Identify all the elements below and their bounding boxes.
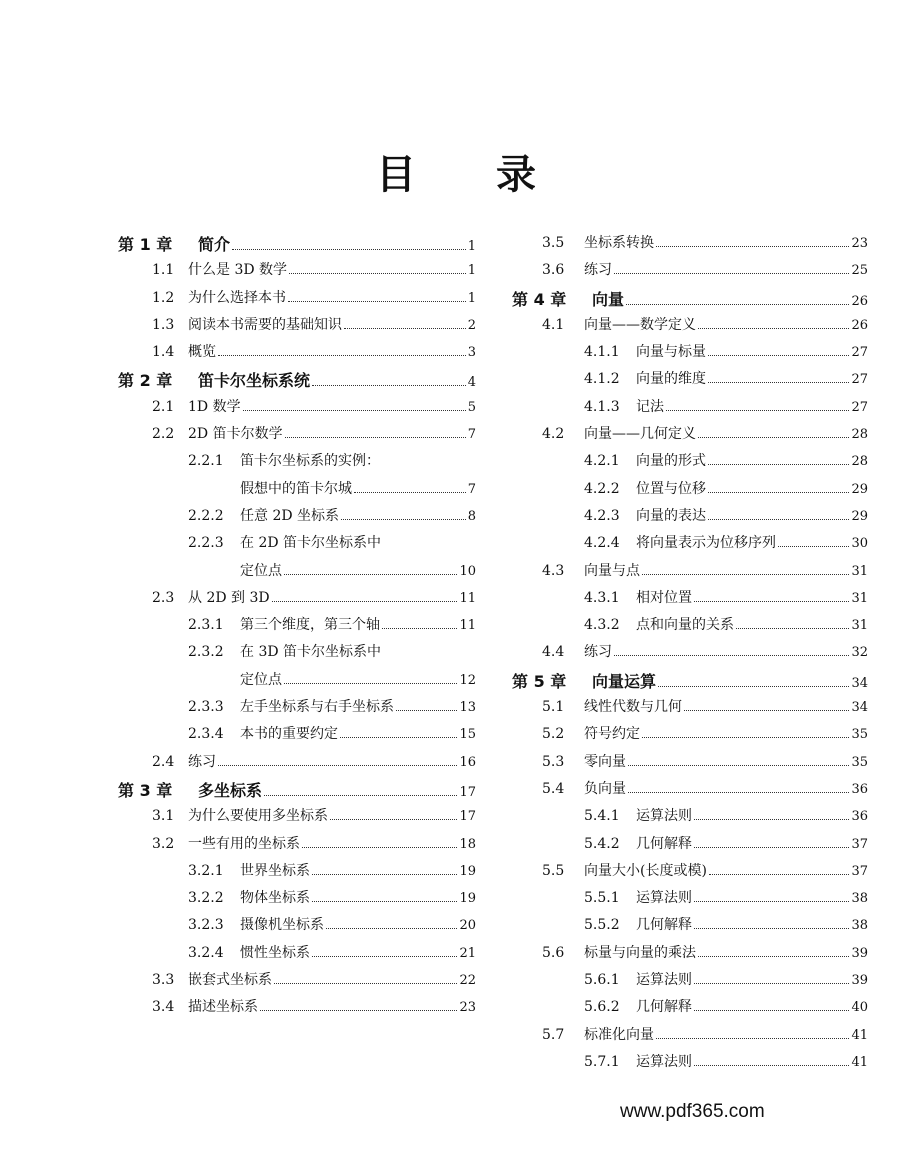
toc-entry-label: 定位点 [240,671,282,688]
toc-entry-number: 3.2.3 [188,917,224,934]
toc-leader-dots [628,781,849,793]
toc-leader-dots [285,427,466,439]
toc-entry-page: 18 [459,836,476,852]
toc-entry[interactable] [118,696,476,723]
toc-entry-label: 摄像机坐标系 [240,917,324,934]
toc-entry-label: 运算法则 [636,890,692,907]
toc-entry[interactable] [512,1051,868,1078]
toc-entry-number: 2.3.4 [188,726,224,743]
toc-leader-dots [698,317,849,329]
toc-entry-page: 19 [459,891,476,907]
toc-entry-label: 描述坐标系 [188,999,258,1016]
toc-entry[interactable] [118,450,476,477]
toc-leader-dots [312,945,457,957]
toc-entry-label: 概览 [188,344,216,361]
toc-entry[interactable] [118,341,476,368]
toc-left-column [118,232,476,1024]
toc-entry-number: 1.3 [152,316,175,333]
toc-entry-label: 1D 数学 [188,398,241,415]
toc-leader-dots [218,754,457,766]
toc-entry-number: 2.1 [152,398,175,415]
toc-entry-page: 21 [459,945,476,961]
toc-entry-label: 向量——数学定义 [584,316,696,333]
toc-entry-page: 12 [459,672,476,688]
toc-entry-number: 4.2.1 [584,453,620,470]
toc-entry-page: 8 [467,508,476,524]
toc-entry-page: 22 [459,973,476,989]
toc-chapter-entry[interactable] [512,287,868,314]
toc-entry-label: 在 2D 笛卡尔坐标系中 [240,535,382,552]
toc-entry[interactable] [118,560,476,587]
toc-entry-number: 2.3 [152,589,175,606]
toc-entry[interactable] [118,942,476,969]
toc-entry[interactable] [118,860,476,887]
toc-entry-page: 29 [851,508,868,524]
toc-entry[interactable] [512,641,868,668]
toc-entry-page: 27 [851,399,868,415]
toc-entry-label: 坐标系转换 [584,235,654,251]
toc-entry-label: 向量 [592,289,625,309]
toc-entry-number: 5.7.1 [584,1053,620,1070]
toc-entry-page: 36 [851,809,868,825]
toc-entry-label: 本书的重要约定 [240,726,338,743]
toc-leader-dots [614,263,849,275]
toc-leader-dots [344,317,466,329]
toc-entry-page: 11 [459,618,476,634]
title-char-1: 目 [376,152,416,198]
toc-entry-page: 32 [851,645,868,661]
toc-entry[interactable] [118,833,476,860]
toc-leader-dots [708,372,849,384]
toc-entry[interactable] [512,314,868,341]
toc-leader-dots [354,481,466,493]
toc-entry-label: 线性代数与几何 [584,699,682,716]
toc-entry[interactable] [512,341,868,368]
toc-entry-number: 5.1 [542,699,565,716]
toc-entry[interactable] [118,614,476,641]
toc-entry-page: 20 [459,918,476,934]
toc-entry[interactable] [118,478,476,505]
toc-leader-dots [694,891,849,903]
toc-entry-number: 4.2.4 [584,535,620,552]
toc-entry-number: 4.1.3 [584,398,620,415]
toc-leader-dots [708,345,849,357]
toc-entry-number: 2.2.3 [188,535,224,552]
toc-entry-label: 运算法则 [636,1053,692,1070]
toc-leader-dots [628,754,849,766]
toc-entry-label: 记法 [636,398,664,415]
toc-entry-label: 世界坐标系 [240,862,310,879]
toc-entry-number: 4.1.1 [584,344,620,361]
toc-chapter-entry[interactable] [512,669,868,696]
toc-entry[interactable] [512,560,868,587]
toc-leader-dots [272,590,458,602]
toc-entry-label: 笛卡尔坐标系的实例： [240,453,380,470]
toc-leader-dots [288,290,466,302]
toc-entry[interactable] [512,478,868,505]
toc-entry-number: 第 5 章 [512,671,567,691]
toc-entry-number: 5.5.1 [584,890,620,907]
toc-entry-label: 运算法则 [636,972,692,989]
toc-entry[interactable] [118,969,476,996]
toc-entry-page: 4 [467,375,476,391]
toc-entry-label: 多坐标系 [198,780,263,800]
toc-entry[interactable] [512,532,868,559]
toc-entry-label: 几何解释 [636,999,692,1016]
toc-entry-number: 2.2 [152,426,175,443]
toc-entry-page: 31 [851,590,868,606]
toc-entry[interactable] [118,532,476,559]
toc-leader-dots [736,618,849,630]
toc-entry-number: 4.3.2 [584,617,620,634]
toc-entry-number: 4.1 [542,316,565,333]
toc-entry[interactable] [118,805,476,832]
toc-entry-label: 左手坐标系与右手坐标系 [240,699,394,716]
toc-entry[interactable] [512,805,868,832]
toc-entry-label: 简介 [198,235,231,254]
toc-entry[interactable] [118,259,476,286]
toc-entry[interactable] [118,996,476,1023]
toc-entry-number: 3.2.1 [188,862,224,879]
toc-entry-number: 5.4.1 [584,808,620,825]
toc-leader-dots [302,836,457,848]
toc-entry-page: 41 [851,1054,868,1070]
toc-entry-number: 4.1.2 [584,371,620,388]
toc-entry-label: 将向量表示为位移序列 [636,535,776,552]
toc-entry-number: 2.3.1 [188,617,224,634]
toc-entry-page: 16 [459,754,476,770]
toc-leader-dots [289,263,466,275]
toc-leader-dots [232,237,466,250]
toc-entry-number: 5.2 [542,726,565,743]
toc-entry-page: 3 [467,345,476,361]
toc-entry[interactable] [512,259,868,286]
toc-entry[interactable] [118,396,476,423]
toc-entry-label: 向量——几何定义 [584,426,696,443]
toc-entry-label: 向量的表达 [636,507,706,524]
toc-leader-dots [694,809,849,821]
toc-entry[interactable] [118,314,476,341]
toc-entry-page: 31 [851,618,868,634]
toc-entry-number: 5.5 [542,862,565,879]
toc-leader-dots [330,809,457,821]
toc-entry-page: 27 [851,372,868,388]
toc-leader-dots [778,536,849,548]
toc-leader-dots [341,508,466,520]
toc-entry[interactable] [512,614,868,641]
toc-entry[interactable] [512,450,868,477]
toc-entry-number: 4.2.2 [584,480,620,497]
toc-entry-number: 4.4 [542,644,565,661]
toc-entry[interactable] [512,778,868,805]
toc-entry-label: 一些有用的坐标系 [188,835,300,852]
toc-entry[interactable] [118,723,476,750]
toc-entry-number: 3.2.2 [188,890,224,907]
toc-entry[interactable] [118,287,476,314]
toc-entry-number: 1.2 [152,289,175,306]
toc-entry[interactable] [512,505,868,532]
toc-leader-dots [260,1000,457,1012]
toc-entry-label: 几何解释 [636,917,692,934]
toc-leader-dots [642,563,849,575]
toc-entry-page: 5 [467,399,476,415]
toc-leader-dots [396,700,457,712]
toc-leader-dots [312,863,457,875]
toc-leader-dots [694,836,849,848]
toc-leader-dots [382,618,457,630]
toc-entry-number: 5.4 [542,780,565,797]
toc-entry-number: 1.4 [152,344,175,361]
toc-entry[interactable] [512,860,868,887]
toc-entry-page: 2 [467,317,476,333]
toc-entry[interactable] [512,887,868,914]
toc-entry-label: 向量的维度 [636,371,706,388]
toc-entry-page: 34 [851,700,868,716]
toc-entry-label: 阅读本书需要的基础知识 [188,316,342,333]
toc-leader-dots [284,672,457,684]
toc-entry-page: 17 [459,784,476,800]
toc-entry-number: 5.5.2 [584,917,620,934]
toc-entry-label: 什么是 3D 数学 [188,262,288,279]
toc-entry-label: 标量与向量的乘法 [584,944,696,961]
toc-entry-label: 点和向量的关系 [636,617,734,634]
toc-entry-page: 1 [467,290,476,306]
toc-entry-label: 为什么选择本书 [188,289,286,306]
toc-entry-number: 4.3 [542,562,565,579]
toc-entry-number: 5.7 [542,1026,565,1043]
toc-entry-page: 15 [459,727,476,743]
toc-entry-number: 3.6 [542,262,565,279]
toc-leader-dots [708,481,849,493]
toc-entry-label: 在 3D 笛卡尔坐标系中 [240,644,382,661]
toc-entry-label: 标准化向量 [584,1026,654,1043]
toc-entry-page: 13 [459,700,476,716]
toc-entry-number: 3.5 [542,235,565,251]
toc-entry-label: 为什么要使用多坐标系 [188,808,328,825]
toc-entry[interactable] [512,587,868,614]
toc-entry[interactable] [512,914,868,941]
toc-entry[interactable] [512,723,868,750]
toc-entry-page: 17 [459,809,476,825]
toc-entry-number: 3.2.4 [188,944,224,961]
toc-entry-page: 31 [851,563,868,579]
toc-entry-page: 29 [851,481,868,497]
toc-leader-dots [698,427,849,439]
toc-entry-label: 向量的形式 [636,453,706,470]
toc-entry[interactable] [512,232,868,259]
toc-entry-label: 零向量 [584,753,626,770]
toc-entry[interactable] [512,423,868,450]
toc-entry-page: 34 [851,675,868,691]
toc-entry-page: 39 [851,945,868,961]
toc-entry-label: 2D 笛卡尔数学 [188,426,283,443]
toc-entry-page: 41 [851,1027,868,1043]
toc-entry-label: 练习 [188,753,216,770]
toc-leader-dots [642,727,849,739]
toc-entry-number: 2.3.2 [188,644,224,661]
toc-entry-number: 5.4.2 [584,835,620,852]
toc-entry-page: 38 [851,891,868,907]
toc-entry-number: 3.3 [152,972,175,989]
toc-entry-number: 2.2.2 [188,507,224,524]
toc-entry-page: 28 [851,427,868,443]
toc-entry-page: 28 [851,454,868,470]
toc-leader-dots [694,1000,849,1012]
toc-entry-number: 3.4 [152,999,175,1016]
toc-leader-dots [312,891,457,903]
toc-entry-page: 10 [459,563,476,579]
toc-entry-number: 4.3.1 [584,589,620,606]
page-title [0,143,912,200]
toc-entry-page: 23 [459,1000,476,1016]
toc-leader-dots [312,373,466,386]
toc-entry[interactable] [512,969,868,996]
toc-leader-dots [709,863,850,875]
toc-leader-dots [694,973,849,985]
toc-entry-page: 36 [851,781,868,797]
toc-leader-dots [284,563,457,575]
toc-entry[interactable] [512,833,868,860]
toc-entry[interactable] [512,396,868,423]
toc-entry-label: 笛卡尔坐标系统 [198,371,311,391]
toc-chapter-entry[interactable] [118,778,476,805]
toc-entry[interactable] [118,641,476,668]
toc-entry-label: 第三个维度，第三个轴 [240,617,380,634]
toc-entry-label: 物体坐标系 [240,890,310,907]
toc-entry-page: 26 [851,293,868,309]
toc-entry-label: 几何解释 [636,835,692,852]
toc-entry-number: 2.2.1 [188,453,224,470]
toc-entry[interactable] [118,914,476,941]
toc-entry-number: 5.6.2 [584,999,620,1016]
toc-entry-page: 1 [467,239,476,254]
toc-entry-label: 练习 [584,644,612,661]
toc-entry-label: 向量与点 [584,562,640,579]
toc-entry-page: 35 [851,754,868,770]
toc-leader-dots [708,508,849,520]
toc-entry-page: 30 [851,536,868,552]
toc-entry-page: 38 [851,918,868,934]
toc-entry[interactable] [118,887,476,914]
toc-entry-number: 第 2 章 [118,371,173,391]
toc-entry-page: 23 [851,236,868,251]
toc-entry[interactable] [512,751,868,778]
toc-entry-label: 惯性坐标系 [240,944,310,961]
toc-entry-label: 符号约定 [584,726,640,743]
toc-leader-dots [656,1027,849,1039]
toc-entry[interactable] [118,505,476,532]
toc-leader-dots [326,918,457,930]
toc-entry-label: 嵌套式坐标系 [188,972,272,989]
toc-leader-dots [614,645,849,657]
toc-chapter-entry[interactable] [118,232,476,259]
toc-entry-page: 37 [851,863,868,879]
toc-leader-dots [218,345,466,357]
toc-chapter-entry[interactable] [118,368,476,395]
toc-entry-number: 4.2.3 [584,507,620,524]
toc-entry-label: 定位点 [240,562,282,579]
toc-leader-dots [264,783,457,796]
toc-entry-page: 7 [467,427,476,443]
toc-leader-dots [274,973,457,985]
toc-entry[interactable] [512,996,868,1023]
toc-entry-label: 向量与标量 [636,344,706,361]
toc-entry-label: 相对位置 [636,589,692,606]
toc-entry-page: 25 [851,263,868,279]
toc-entry[interactable] [512,1024,868,1051]
toc-leader-dots [243,399,466,411]
toc-entry-number: 2.4 [152,753,175,770]
toc-entry-page: 7 [467,481,476,497]
toc-entry-page: 37 [851,836,868,852]
toc-entry[interactable] [512,368,868,395]
toc-leader-dots [340,727,457,739]
toc-leader-dots [666,399,849,411]
toc-leader-dots [658,674,849,687]
toc-entry-number: 第 3 章 [118,780,173,800]
toc-entry-number: 5.3 [542,753,565,770]
watermark: www.pdf365.com [620,1101,765,1122]
toc-entry-label: 任意 2D 坐标系 [240,507,340,524]
toc-leader-dots [656,236,849,248]
toc-leader-dots [684,700,849,712]
toc-entry-page: 35 [851,727,868,743]
toc-entry-number: 第 4 章 [512,289,567,309]
toc-entry-page: 27 [851,345,868,361]
toc-entry-label: 位置与位移 [636,480,706,497]
toc-entry-number: 4.2 [542,426,565,443]
toc-entry-label: 负向量 [584,780,626,797]
toc-entry[interactable] [512,942,868,969]
toc-entry-label: 从 2D 到 3D [188,589,270,606]
toc-entry-label: 向量大小(长度或模) [584,862,707,879]
toc-right-column [512,232,868,1078]
toc-entry-number: 第 1 章 [118,235,173,254]
toc-entry-number: 5.6.1 [584,972,620,989]
toc-entry[interactable] [512,696,868,723]
toc-entry-page: 39 [851,973,868,989]
toc-entry-page: 19 [459,863,476,879]
title-char-2: 录 [496,152,536,198]
toc-entry-page: 1 [467,263,476,279]
toc-leader-dots [694,590,849,602]
toc-entry[interactable] [118,587,476,614]
toc-entry-page: 26 [851,317,868,333]
toc-entry-number: 2.3.3 [188,699,224,716]
toc-entry-number: 1.1 [152,262,175,279]
toc-leader-dots [694,1054,849,1066]
toc-entry-number: 5.6 [542,944,565,961]
toc-entry-page: 11 [459,590,476,606]
toc-leader-dots [708,454,849,466]
toc-entry[interactable] [118,423,476,450]
toc-leader-dots [694,918,849,930]
toc-entry-label: 练习 [584,262,612,279]
toc-entry[interactable] [118,751,476,778]
toc-entry-label: 向量运算 [592,671,657,691]
toc-entry[interactable] [118,669,476,696]
toc-entry-number: 3.1 [152,808,175,825]
toc-leader-dots [626,292,849,305]
toc-leader-dots [698,945,849,957]
toc-entry-label: 假想中的笛卡尔城 [240,480,352,497]
toc-entry-page: 40 [851,1000,868,1016]
toc-entry-number: 3.2 [152,835,175,852]
toc-entry-label: 运算法则 [636,808,692,825]
